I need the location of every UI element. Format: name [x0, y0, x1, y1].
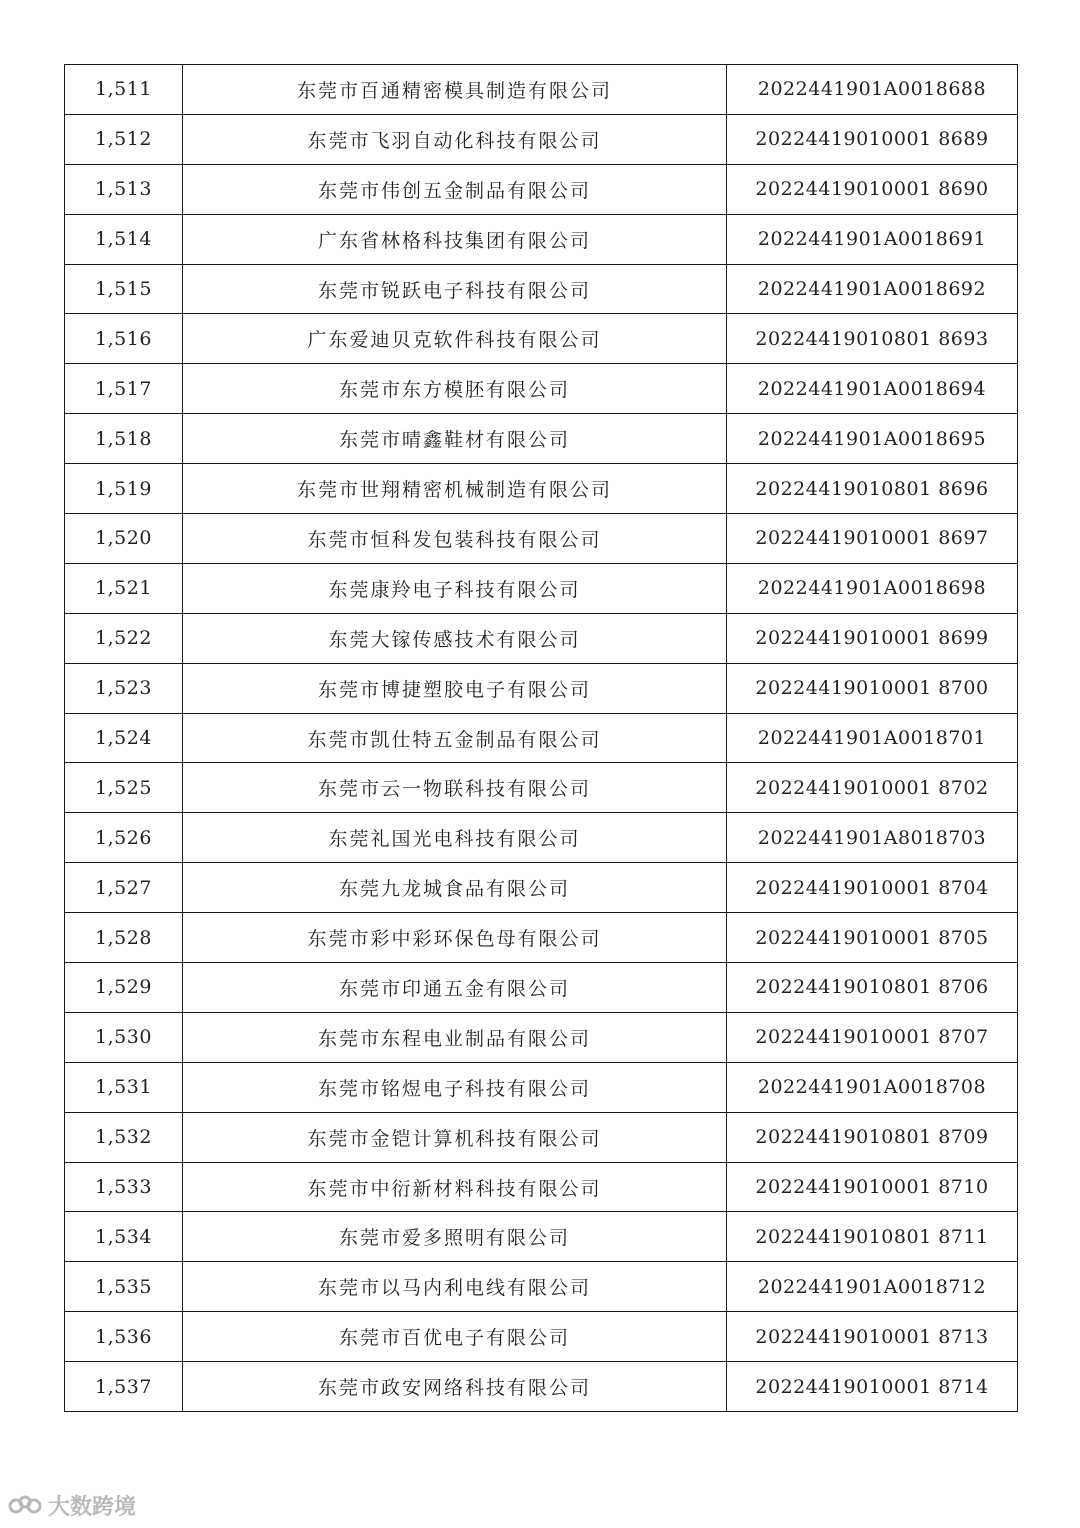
company-name: 东莞九龙城食品有限公司 [183, 863, 727, 913]
company-name: 东莞市政安网络科技有限公司 [183, 1362, 727, 1412]
registration-code: 20224419010001 8707 [727, 1012, 1018, 1062]
company-name: 东莞康羚电子科技有限公司 [183, 563, 727, 613]
row-number: 1,522 [65, 613, 183, 663]
registration-code: 20224419010001 8704 [727, 863, 1018, 913]
table-row [65, 1062, 1018, 1112]
table-row [65, 713, 1018, 763]
row-number: 1,525 [65, 763, 183, 813]
row-number: 1,527 [65, 863, 183, 913]
registration-code: 2022441901A0018694 [727, 364, 1018, 414]
registration-code: 20224419010801 8706 [727, 963, 1018, 1013]
table-row [65, 364, 1018, 414]
row-number: 1,511 [65, 65, 183, 115]
company-name: 东莞市金铠计算机科技有限公司 [183, 1112, 727, 1162]
table-body [65, 65, 1018, 1412]
registration-code: 20224419010001 8689 [727, 114, 1018, 164]
table-row [65, 563, 1018, 613]
company-name: 东莞市锐跃电子科技有限公司 [183, 264, 727, 314]
table-row [65, 813, 1018, 863]
table-row [65, 464, 1018, 514]
row-number: 1,528 [65, 913, 183, 963]
company-name: 东莞市东程电业制品有限公司 [183, 1012, 727, 1062]
watermark [8, 1490, 136, 1521]
table-row [65, 1312, 1018, 1362]
company-name: 东莞市印通五金有限公司 [183, 963, 727, 1013]
registration-code: 2022441901A0018688 [727, 65, 1018, 115]
registration-code: 20224419010001 8714 [727, 1362, 1018, 1412]
row-number: 1,518 [65, 414, 183, 464]
registration-code: 20224419010801 8709 [727, 1112, 1018, 1162]
registration-code: 20224419010801 8693 [727, 314, 1018, 364]
row-number: 1,514 [65, 214, 183, 264]
company-name: 东莞市恒科发包装科技有限公司 [183, 514, 727, 564]
company-name: 东莞市晴鑫鞋材有限公司 [183, 414, 727, 464]
company-name: 东莞市百优电子有限公司 [183, 1312, 727, 1362]
row-number: 1,517 [65, 364, 183, 414]
registration-code: 20224419010801 8696 [727, 464, 1018, 514]
row-number: 1,520 [65, 514, 183, 564]
row-number: 1,531 [65, 1062, 183, 1112]
row-number: 1,521 [65, 563, 183, 613]
registration-code: 2022441901A0018691 [727, 214, 1018, 264]
company-name: 东莞市中衍新材料科技有限公司 [183, 1162, 727, 1212]
row-number: 1,532 [65, 1112, 183, 1162]
registration-code: 20224419010001 8697 [727, 514, 1018, 564]
row-number: 1,529 [65, 963, 183, 1013]
registration-code: 20224419010001 8702 [727, 763, 1018, 813]
table-row [65, 1362, 1018, 1412]
registration-code: 20224419010001 8690 [727, 164, 1018, 214]
registration-code: 20224419010001 8700 [727, 663, 1018, 713]
registration-code: 2022441901A0018698 [727, 563, 1018, 613]
row-number: 1,519 [65, 464, 183, 514]
company-name: 广东爱迪贝克软件科技有限公司 [183, 314, 727, 364]
row-number: 1,535 [65, 1262, 183, 1312]
company-name: 东莞市云一物联科技有限公司 [183, 763, 727, 813]
row-number: 1,523 [65, 663, 183, 713]
table-row [65, 164, 1018, 214]
company-name: 东莞市铭煜电子科技有限公司 [183, 1062, 727, 1112]
table-row [65, 913, 1018, 963]
table-row [65, 1012, 1018, 1062]
row-number: 1,537 [65, 1362, 183, 1412]
company-name: 东莞市彩中彩环保色母有限公司 [183, 913, 727, 963]
table-row [65, 613, 1018, 663]
table-row [65, 314, 1018, 364]
row-number: 1,530 [65, 1012, 183, 1062]
company-name: 东莞市东方模胚有限公司 [183, 364, 727, 414]
company-name: 东莞市爱多照明有限公司 [183, 1212, 727, 1262]
row-number: 1,524 [65, 713, 183, 763]
row-number: 1,533 [65, 1162, 183, 1212]
row-number: 1,516 [65, 314, 183, 364]
company-name: 广东省林格科技集团有限公司 [183, 214, 727, 264]
table-row [65, 1262, 1018, 1312]
table-row [65, 863, 1018, 913]
table-row [65, 1162, 1018, 1212]
registration-code: 20224419010801 8711 [727, 1212, 1018, 1262]
company-name: 东莞市飞羽自动化科技有限公司 [183, 114, 727, 164]
registration-code: 2022441901A0018712 [727, 1262, 1018, 1312]
company-name: 东莞市凯仕特五金制品有限公司 [183, 713, 727, 763]
table-row [65, 514, 1018, 564]
registration-code: 20224419010001 8699 [727, 613, 1018, 663]
row-number: 1,515 [65, 264, 183, 314]
company-name: 东莞市世翔精密机械制造有限公司 [183, 464, 727, 514]
company-name: 东莞市伟创五金制品有限公司 [183, 164, 727, 214]
table-row [65, 114, 1018, 164]
registration-code: 2022441901A0018695 [727, 414, 1018, 464]
company-table [64, 64, 1018, 1412]
row-number: 1,512 [65, 114, 183, 164]
company-name: 东莞市博捷塑胶电子有限公司 [183, 663, 727, 713]
table-row [65, 663, 1018, 713]
company-name: 东莞市以马内利电线有限公司 [183, 1262, 727, 1312]
company-name: 东莞礼国光电科技有限公司 [183, 813, 727, 863]
registration-code: 2022441901A8018703 [727, 813, 1018, 863]
row-number: 1,513 [65, 164, 183, 214]
table-row [65, 414, 1018, 464]
table-row [65, 1212, 1018, 1262]
table-row [65, 963, 1018, 1013]
row-number: 1,534 [65, 1212, 183, 1262]
row-number: 1,526 [65, 813, 183, 863]
registration-code: 2022441901A0018701 [727, 713, 1018, 763]
table-row [65, 763, 1018, 813]
row-number: 1,536 [65, 1312, 183, 1362]
company-name: 东莞大镓传感技术有限公司 [183, 613, 727, 663]
registration-code: 20224419010001 8710 [727, 1162, 1018, 1212]
table-row [65, 264, 1018, 314]
watermark-text: 大数跨境 [48, 1495, 137, 1520]
registration-code: 2022441901A0018692 [727, 264, 1018, 314]
logo-icon [8, 1493, 42, 1519]
registration-code: 20224419010001 8713 [727, 1312, 1018, 1362]
registration-code: 20224419010001 8705 [727, 913, 1018, 963]
company-name: 东莞市百通精密模具制造有限公司 [183, 65, 727, 115]
table-row [65, 1112, 1018, 1162]
registration-code: 2022441901A0018708 [727, 1062, 1018, 1112]
table-row [65, 214, 1018, 264]
table-row [65, 65, 1018, 115]
